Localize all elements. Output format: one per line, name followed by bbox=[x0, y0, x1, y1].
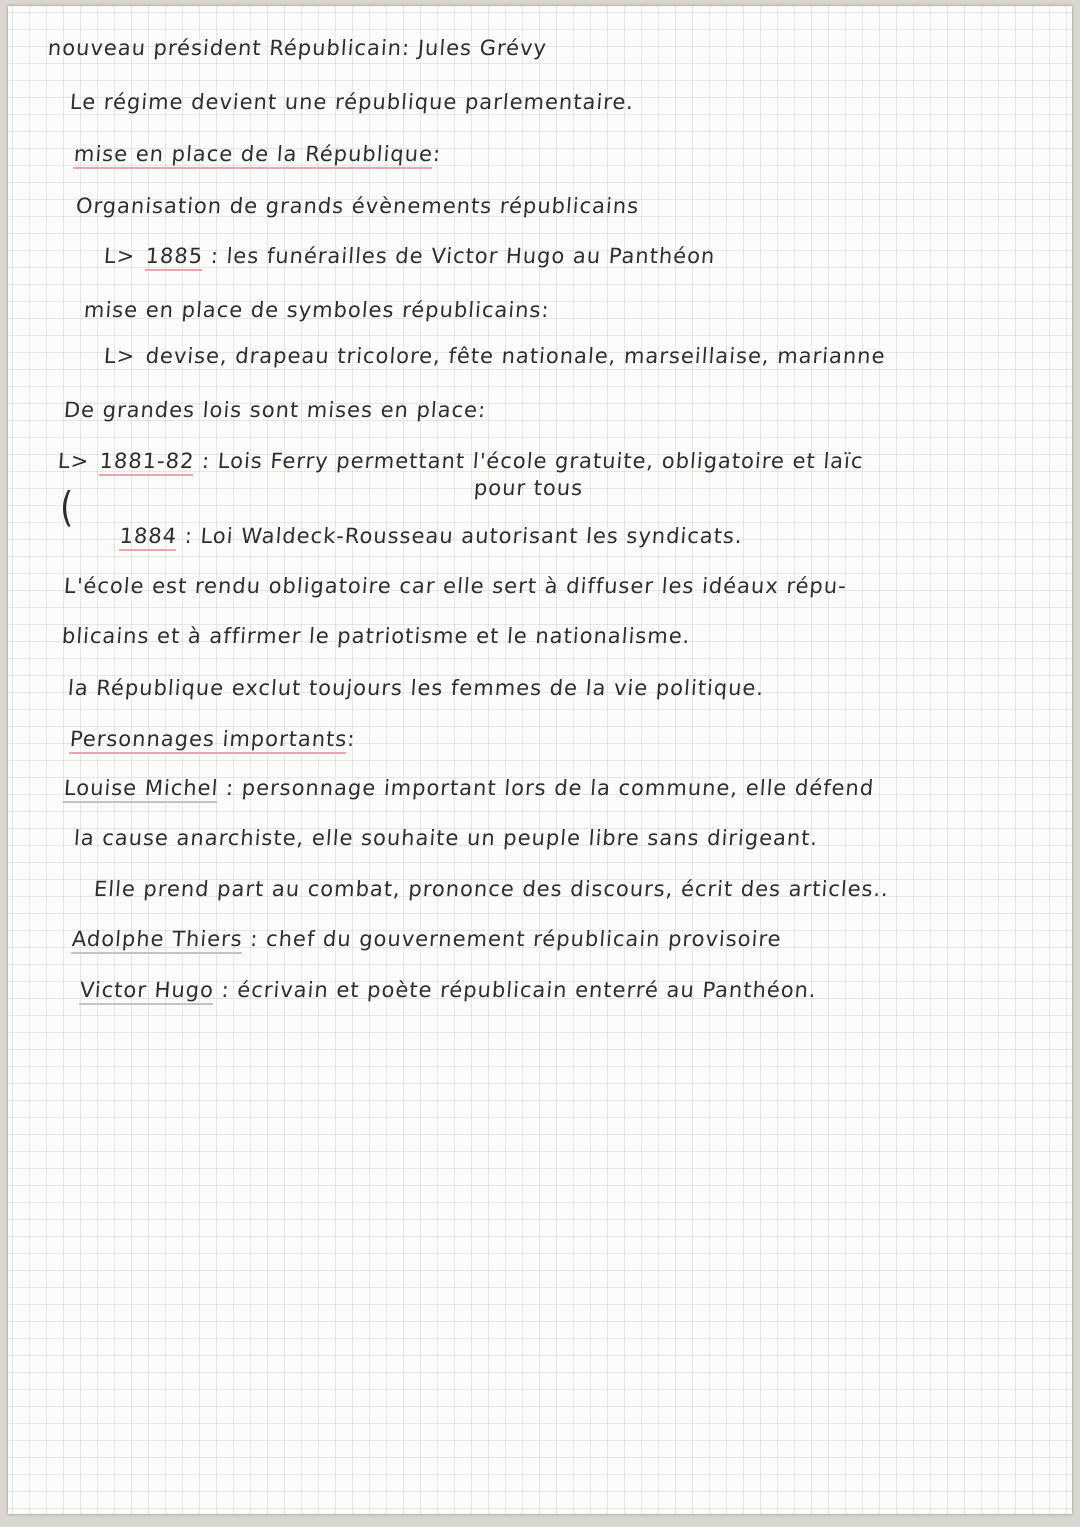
note-line-2: Le régime devient une république parlementaire. bbox=[69, 90, 635, 114]
note-line-19 bbox=[71, 927, 782, 951]
person-louise-michel: Louise Michel bbox=[63, 776, 219, 803]
date-1881-82: 1881-82 bbox=[99, 449, 196, 476]
sub-arrow-icon: L> bbox=[103, 244, 137, 268]
notebook-page bbox=[8, 6, 1072, 1514]
note-line-14: la République exclut toujours les femmes de la vie politique. bbox=[67, 676, 765, 700]
note-line-3 bbox=[73, 142, 442, 166]
note-line-8: De grandes lois sont mises en place: bbox=[63, 398, 488, 422]
note-line-15 bbox=[69, 727, 356, 751]
note-text: : chef du gouvernement républicain provisoire bbox=[249, 927, 783, 951]
note-line-20 bbox=[79, 978, 817, 1002]
person-victor-hugo: Victor Hugo bbox=[79, 978, 215, 1005]
bracket-icon: ( bbox=[60, 484, 74, 532]
note-line-4: Organisation de grands évènements républicains bbox=[75, 194, 640, 218]
note-text: devise, drapeau tricolore, fête nationale, marseillaise, marianne bbox=[144, 344, 887, 368]
section-heading-personnages: Personnages importants bbox=[69, 727, 348, 754]
note-line-7 bbox=[103, 344, 886, 368]
date-1884: 1884 bbox=[119, 524, 178, 551]
note-text: : Loi Waldeck-Rousseau autorisant les syndicats. bbox=[183, 524, 744, 548]
note-line-18: Elle prend part au combat, prononce des discours, écrit des articles.. bbox=[93, 877, 890, 901]
note-line-1: nouveau président Républicain: Jules Grévy bbox=[47, 36, 548, 60]
note-line-10: pour tous bbox=[473, 476, 584, 500]
note-line-12: L'école est rendu obligatoire car elle sert à diffuser les idéaux répu- bbox=[63, 574, 848, 598]
note-text: : écrivain et poète républicain enterré au Panthéon. bbox=[220, 978, 818, 1002]
note-line-9 bbox=[57, 449, 864, 473]
sub-arrow-icon: L> bbox=[57, 449, 91, 473]
heading-colon: : bbox=[346, 727, 357, 751]
note-line-17: la cause anarchiste, elle souhaite un peuple libre sans dirigeant. bbox=[73, 826, 820, 850]
note-text: : Lois Ferry permettant l'école gratuite, obligatoire et laïc bbox=[201, 449, 865, 473]
note-text: : les funérailles de Victor Hugo au Panthéon bbox=[209, 244, 717, 268]
note-line-6: mise en place de symboles républicains: bbox=[83, 298, 551, 322]
note-line-16 bbox=[63, 776, 875, 800]
sub-arrow-icon: L> bbox=[103, 344, 137, 368]
note-line-13: blicains et à affirmer le patriotisme et le nationalisme. bbox=[61, 624, 692, 648]
date-1885: 1885 bbox=[145, 244, 204, 271]
note-line-5 bbox=[103, 244, 716, 268]
note-text: : personnage important lors de la commune, elle défend bbox=[225, 776, 876, 800]
note-line-11 bbox=[77, 524, 743, 548]
heading-colon: : bbox=[432, 142, 442, 166]
section-heading-republique: mise en place de la République bbox=[73, 142, 434, 169]
person-adolphe-thiers: Adolphe Thiers bbox=[71, 927, 244, 954]
